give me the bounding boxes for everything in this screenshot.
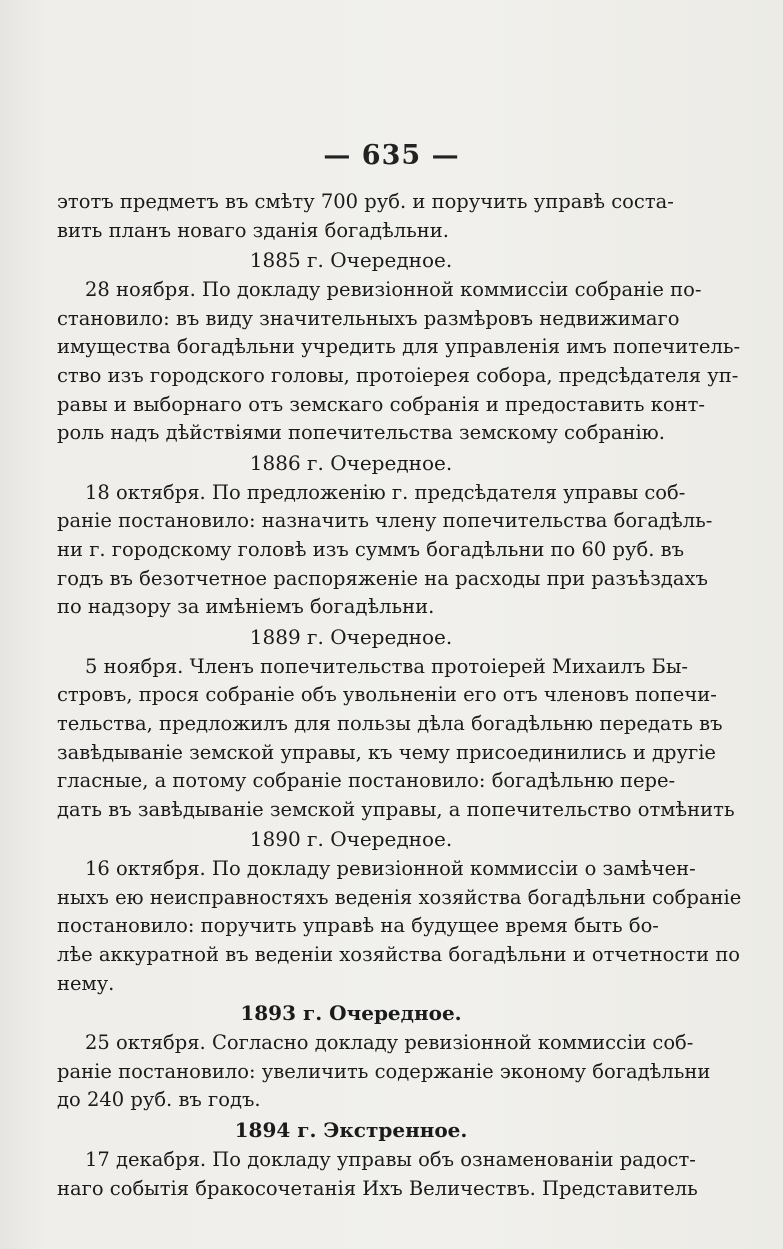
text-line: тельства, предложилъ для пользы дѣла богадѣльню передать въ — [57, 711, 723, 735]
text-line: 25 октября. Согласно докладу ревизіонной коммиссіи соб- — [85, 1031, 694, 1055]
page-number: — 635 — — [323, 140, 460, 171]
text-line: 16 октября. По докладу ревизіонной коммиссіи о замѣчен- — [85, 857, 696, 881]
section-heading-1889: 1889 г. Очередное. — [249, 624, 453, 649]
page-body — [57, 188, 742, 1203]
text-line: постановило: поручить управѣ на будущее время быть бо- — [57, 914, 659, 938]
text-line: 17 декабря. По докладу управы объ ознаменованіи радост- — [85, 1148, 696, 1172]
text-line: равы и выборнаго отъ земскаго собранія и предоставить конт- — [57, 392, 706, 416]
text-line: раніе постановило: увеличить содержаніе эконому богадѣльни — [57, 1059, 711, 1083]
text-line: ни г. городскому головѣ изъ суммъ богадѣльни по 60 руб. въ — [57, 537, 684, 561]
text-line: нему. — [57, 971, 115, 995]
text-line: лѣе аккуратной въ веденіи хозяйства богадѣльни и отчетности по — [57, 943, 741, 967]
text-line: имущества богадѣльни учредить для управленія имъ попечитель- — [57, 335, 741, 359]
text-line: ство изъ городского головы, протоіерея собора, предсѣдателя уп- — [57, 363, 739, 387]
text-line: стровъ, прося собраніе объ увольненіи его отъ членовъ попечи- — [57, 683, 717, 707]
section-heading-1886: 1886 г. Очередное. — [249, 450, 453, 475]
text-line: дать въ завѣдываніе земской управы, а попечительство отмѣнить — [57, 797, 735, 821]
text-line: 18 октября. По предложенію г. предсѣдателя управы соб- — [85, 480, 686, 504]
text-line: 28 ноября. По докладу ревизіонной коммиссіи собраніе по- — [85, 278, 702, 302]
section-heading-1894: 1894 г. Экстренное. — [234, 1118, 468, 1143]
text-line: становило: въ виду значительныхъ размѣровъ недвижимаго — [57, 306, 680, 330]
text-line: ныхъ ею неисправностяхъ веденія хозяйства богадѣльни собраніе — [57, 885, 742, 909]
text-line: гласные, а потому собраніе постановило: богадѣльню пере- — [57, 769, 676, 793]
text-line: этотъ предметъ въ смѣту 700 руб. и поручить управѣ соста- — [57, 190, 674, 213]
text-line: годъ въ безотчетное распоряженіе на расходы при разъѣздахъ — [57, 566, 708, 590]
section-heading-1893: 1893 г. Очередное. — [240, 1001, 462, 1026]
text-line: роль надъ дѣйствіями попечительства земскому собранію. — [57, 421, 665, 445]
text-line: завѣдываніе земской управы, къ чему присоединились и другіе — [57, 740, 716, 764]
text-line: до 240 руб. въ годъ. — [57, 1088, 261, 1112]
text-line: наго событія бракосочетанія Ихъ Величествъ. Представитель — [57, 1176, 698, 1200]
section-heading-1885: 1885 г. Очередное. — [249, 248, 453, 273]
text-line: 5 ноября. Членъ попечительства протоіерей Михаилъ Бы- — [85, 654, 688, 678]
section-heading-1890: 1890 г. Очередное. — [249, 827, 453, 852]
text-line: раніе постановило: назначить члену попечительства богадѣль- — [57, 509, 713, 533]
text-line: вить планъ новаго зданія богадѣльни. — [57, 218, 449, 242]
text-line: по надзору за имѣніемъ богадѣльни. — [57, 595, 435, 619]
